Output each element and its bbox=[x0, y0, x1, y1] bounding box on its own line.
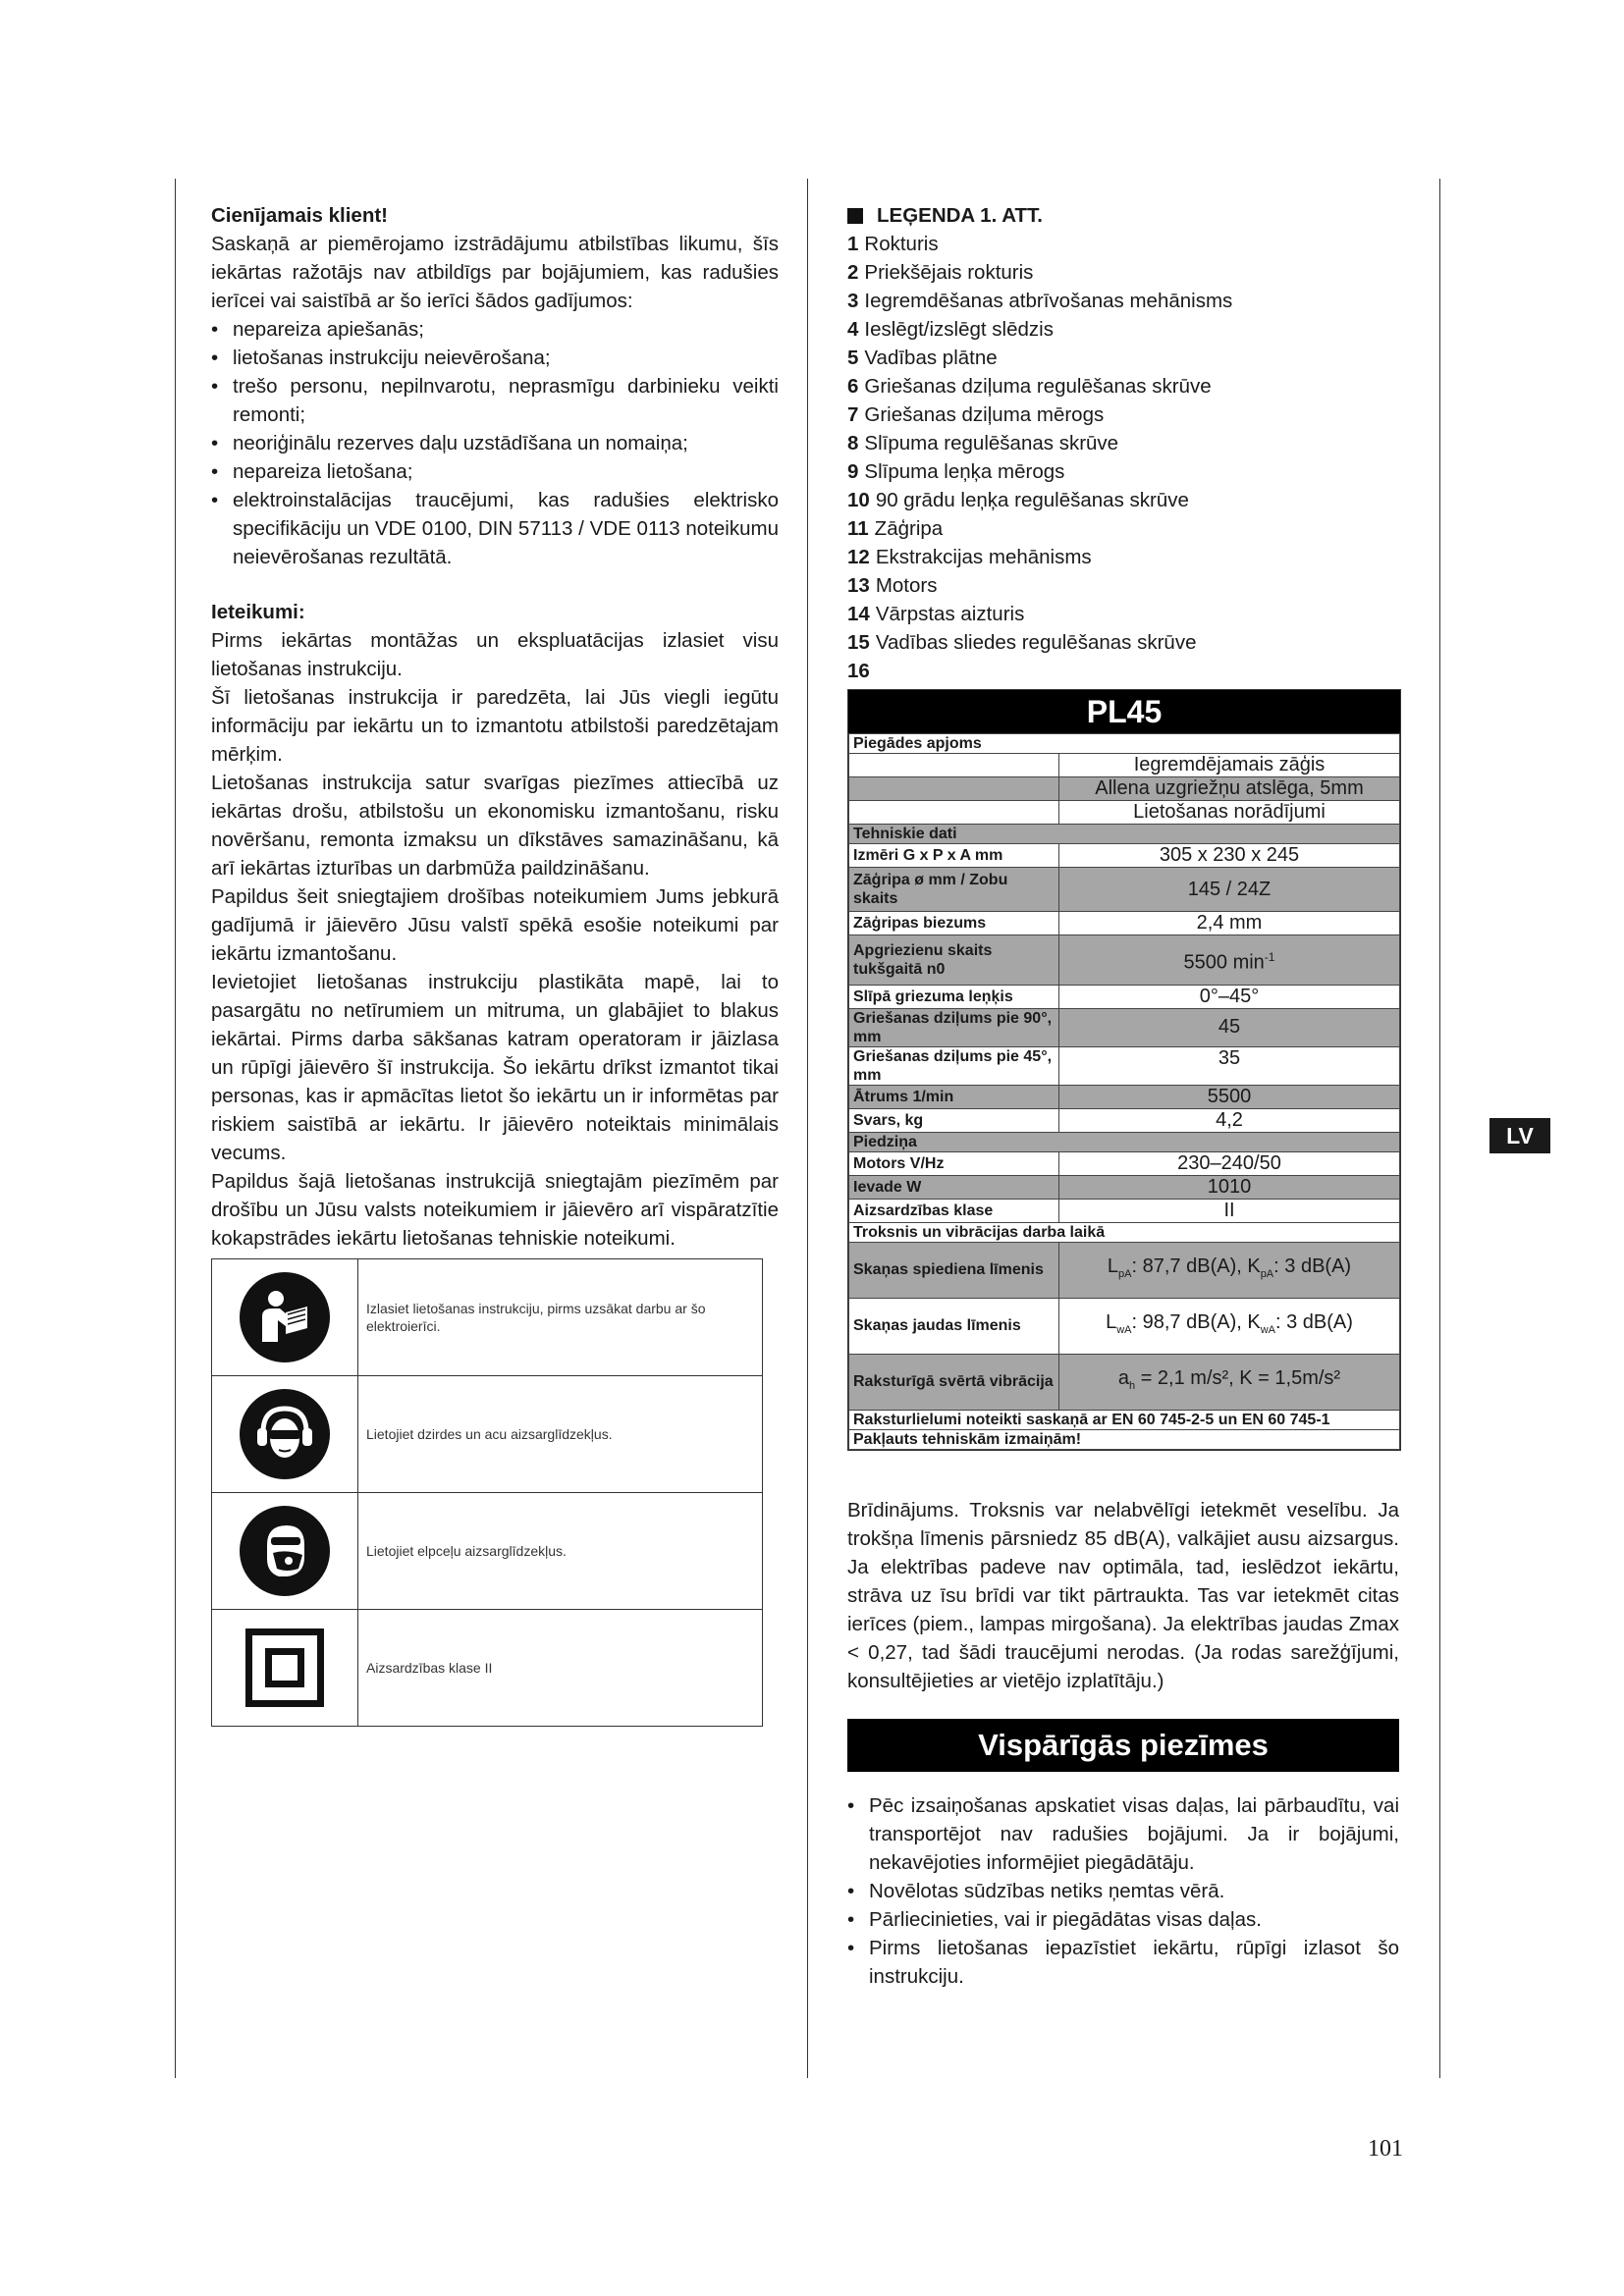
table-row: Pakļauts tehniskām izmaiņām! bbox=[849, 1429, 1400, 1449]
section-heading-general: Vispārīgās piezīmes bbox=[847, 1719, 1399, 1772]
table-row: Allena uzgriežņu atslēga, 5mm bbox=[849, 777, 1400, 801]
list-item: 7 Griešanas dziļuma mērogs bbox=[847, 403, 1105, 426]
advice-paragraph: Ievietojiet lietošanas instrukciju plastikāta mapē, lai to pasargātu no netīrumiem un mitruma, un glabājiet to blakus iekārtai. Pirms darba sākšanas katram operatoram ir jāizlasa un rūpīgi jāievēro šī instrukcija. Šo iekārtu drīkst izmantot tikai personas, kas ir apmācītas lietot šo iekārtu un ir informētas par riskiem saistībā ar iekārtu. Ir jāievēro noteiktais minimālais vecums. bbox=[211, 971, 779, 1164]
list-item: 4 Ieslēgt/izslēgt slēdzis bbox=[847, 318, 1054, 341]
list-item: 11 Zāģripa bbox=[847, 517, 944, 540]
table-row: Piedziņa bbox=[849, 1132, 1400, 1151]
list-item: 1 Rokturis bbox=[847, 233, 939, 255]
table-row bbox=[212, 1376, 763, 1493]
page-number: 101 bbox=[1368, 2136, 1403, 2162]
legend-list bbox=[847, 230, 1399, 685]
protection-class-ii-icon bbox=[245, 1629, 324, 1707]
table-row bbox=[212, 1610, 763, 1727]
list-item: 6 Griešanas dziļuma regulēšanas skrūve bbox=[847, 375, 1212, 398]
table-row: Iegremdējamais zāģis bbox=[849, 754, 1400, 777]
greeting: Cienījamais klient! bbox=[211, 204, 389, 227]
list-item: 16 bbox=[847, 660, 870, 682]
table-row: Lietošanas norādījumi bbox=[849, 801, 1400, 825]
table-row: Apgriezienu skaits tukšgaitā n0 5500 $\min^{-1}$ bbox=[849, 935, 1400, 986]
list-item: 3 Iegremdēšanas atbrīvošanas mehānisms bbox=[847, 290, 1233, 312]
language-tab: LV bbox=[1489, 1118, 1550, 1153]
advice-paragraph: Pirms iekārtas montāžas un ekspluatācijas izlasiet visu lietošanas instrukciju. bbox=[211, 629, 779, 680]
table-row bbox=[212, 1493, 763, 1610]
table-row: Tehniskie dati bbox=[849, 825, 1400, 844]
table-row: Raksturlielumi noteikti saskaņā ar EN 60 745-2-5 un EN 60 745-1 bbox=[849, 1410, 1400, 1429]
safety-signs-table bbox=[211, 1258, 763, 1727]
table-row: Griešanas dziļums pie 90°, mm 45 bbox=[849, 1008, 1400, 1046]
liability-cases bbox=[211, 315, 779, 571]
liability-intro: Saskaņā ar piemērojamo izstrādājumu atbilstības likumu, šīs iekārtas ražotājs nav atbildīgs par bojājumiem, kas radušies ierīcei vai saistībā ar šo ierīci šādos gadījumos: bbox=[211, 233, 779, 312]
list-item: • Pirms lietošanas iepazīstiet iekārtu, rūpīgi izlasot šo instrukciju. bbox=[847, 1934, 1399, 1991]
read-manual-icon bbox=[240, 1272, 330, 1362]
table-row: Raksturīgā svērtā vibrācija $a_h = 2,1$ m/s², K = 1,5m/s² bbox=[849, 1354, 1400, 1410]
table-row: Ātrums 1/min 5500 bbox=[849, 1085, 1400, 1108]
advice-paragraph: Papildus šajā lietošanas instrukcijā sniegtajām piezīmēm par drošību un Jūsu valsts noteikumiem ir jāievēro arī vispāratzītie kokapstrādes iekārtu lietošanas tehniskie noteikumi. bbox=[211, 1170, 779, 1250]
table-row: Zāģripa ø mm / Zobu skaits 145 / 24Z bbox=[849, 868, 1400, 912]
advice-paragraph: Lietošanas instrukcija satur svarīgas piezīmes attiecībā uz iekārtas drošu, atbilstošu un ekonomisku izmantošanu, risku novēršanu, remonta izmaksu un dīkstāves samazināšanu, kā arī iekārtas izturības un darbmūža paildzināšanu. bbox=[211, 772, 779, 880]
safety-sign-text: Lietojiet dzirdes un acu aizsarglīdzekļus. bbox=[358, 1376, 763, 1493]
table-row: Zāģripas biezums 2,4 mm bbox=[849, 912, 1400, 935]
table-row: Motors V/Hz 230–240/50 bbox=[849, 1151, 1400, 1175]
advice-paragraph: Papildus šeit sniegtajiem drošības noteikumiem Jums jebkurā gadījumā ir jāievēro Jūsu valstī spēkā esošie noteikumi par iekārtu izmantošanu. bbox=[211, 885, 779, 965]
list-item: 2 Priekšējais rokturis bbox=[847, 261, 1034, 284]
right-column bbox=[847, 201, 1399, 1991]
table-row: Skaņas spiediena līmenis $L_{pA}$: 87,7 dB(A), $K_{pA}$: 3 dB(A) bbox=[849, 1242, 1400, 1298]
list-item: • elektroinstalācijas traucējumi, kas radušies elektrisko specifikāciju un VDE 0100, DIN 57113 / VDE 0113 noteikumu neievērošanas rezultātā. bbox=[211, 486, 779, 571]
safety-sign-text: Izlasiet lietošanas instrukciju, pirms uzsākat darbu ar šo elektroierīci. bbox=[358, 1259, 763, 1376]
list-item: 9 Slīpuma leņķa mērogs bbox=[847, 460, 1065, 483]
ear-eye-protection-icon bbox=[240, 1389, 330, 1479]
table-row: Skaņas jaudas līmenis $L_{wA}$: 98,7 dB(A), $K_{wA}$: 3 dB(A) bbox=[849, 1298, 1400, 1354]
list-item: • lietošanas instrukciju neievērošana; bbox=[211, 344, 779, 372]
advice-heading: Ieteikumi: bbox=[211, 601, 305, 623]
spec-table bbox=[847, 689, 1401, 1451]
table-row: Slīpā griezuma leņķis 0°–45° bbox=[849, 985, 1400, 1008]
list-item: • nepareiza apiešanās; bbox=[211, 315, 779, 344]
list-item: • neoriģinālu rezerves daļu uzstādīšana un nomaiņa; bbox=[211, 429, 779, 457]
list-item: 5 Vadības plātne bbox=[847, 347, 998, 369]
warning-paragraph: Brīdinājums. Troksnis var nelabvēlīgi ietekmēt veselību. Ja trokšņa līmenis pārsniedz 85 dB(A), valkājiet ausu aizsargus. Ja elektrības padeve nav optimāla, tad, ieslēdzot iekārtu, strāva uz īsu brīdi var tikt pārtraukta. Tas var ietekmēt citas ierīces (piem., lampas mirgošana). Ja elektrības jaudas Zmax < 0,27, tad šādi traucējumi nerodas. (Ja rodas sarežģījumi, konsultējieties ar vietējo izplatītāju.) bbox=[847, 1498, 1399, 1692]
square-bullet-icon bbox=[847, 208, 863, 224]
table-row: Griešanas dziļums pie 45°, mm 35 bbox=[849, 1046, 1400, 1085]
general-notes bbox=[847, 1791, 1399, 1991]
legend-heading: LEĢENDA 1. ATT. bbox=[847, 201, 1399, 230]
safety-sign-text: Lietojiet elpceļu aizsarglīdzekļus. bbox=[358, 1493, 763, 1610]
model-title: PL45 bbox=[848, 690, 1400, 733]
list-item: • trešo personu, nepilnvarotu, neprasmīgu darbinieku veikti remonti; bbox=[211, 372, 779, 429]
list-item: 15 Vadības sliedes regulēšanas skrūve bbox=[847, 631, 1197, 654]
list-item: • Pēc izsaiņošanas apskatiet visas daļas, lai pārbaudītu, vai transportējot nav radušies bojājumi. Ja ir bojājumi, nekavējoties informējiet piegādātāju. bbox=[847, 1791, 1399, 1877]
table-row bbox=[212, 1259, 763, 1376]
list-item: 12 Ekstrakcijas mehānisms bbox=[847, 546, 1092, 568]
right-margin-rule bbox=[1439, 179, 1440, 2078]
list-item: • Pārliecinieties, vai ir piegādātas visas daļas. bbox=[847, 1905, 1399, 1934]
left-column bbox=[211, 201, 779, 1727]
table-row: Piegādes apjoms bbox=[849, 734, 1400, 754]
table-row: Svars, kg 4,2 bbox=[849, 1108, 1400, 1132]
list-item: • Novēlotas sūdzības netiks ņemtas vērā. bbox=[847, 1877, 1399, 1905]
left-margin-rule bbox=[175, 179, 176, 2078]
advice-paragraph: Šī lietošanas instrukcija ir paredzēta, lai Jūs viegli iegūtu informāciju par iekārtu un to izmantotu atbilstoši paredzētajam mērķim. bbox=[211, 686, 779, 766]
respiratory-protection-icon bbox=[240, 1506, 330, 1596]
table-row: Izmēri G x P x A mm 305 x 230 x 245 bbox=[849, 844, 1400, 868]
list-item: 13 Motors bbox=[847, 574, 938, 597]
list-item: • nepareiza lietošana; bbox=[211, 457, 779, 486]
safety-sign-text: Aizsardzības klase II bbox=[358, 1610, 763, 1727]
table-row: Ievade W 1010 bbox=[849, 1175, 1400, 1199]
table-row: Troksnis un vibrācijas darba laikā bbox=[849, 1222, 1400, 1242]
list-item: 8 Slīpuma regulēšanas skrūve bbox=[847, 432, 1119, 454]
column-divider bbox=[807, 179, 808, 2078]
list-item: 10 90 grādu leņķa regulēšanas skrūve bbox=[847, 489, 1189, 511]
list-item: 14 Vārpstas aizturis bbox=[847, 603, 1025, 625]
table-row: Aizsardzības klase II bbox=[849, 1199, 1400, 1222]
